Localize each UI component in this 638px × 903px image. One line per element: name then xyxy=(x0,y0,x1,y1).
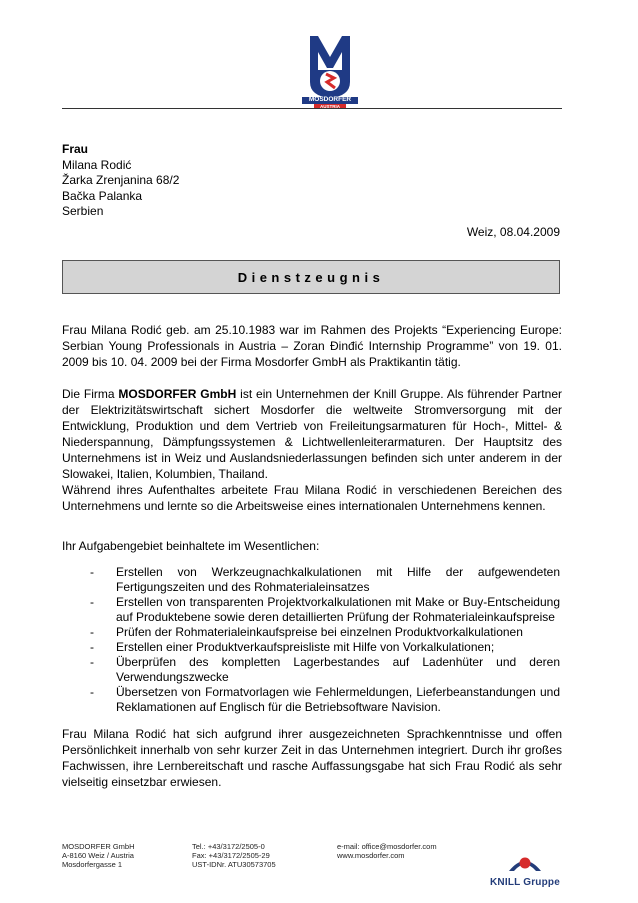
task-text: Erstellen einer Produktverkaufspreisliste mit Hilfe von Vorkalkulationen; xyxy=(116,640,495,654)
footer-line: UST-IDNr. ATU30573705 xyxy=(192,860,276,869)
footer-website: www.mosdorfer.com xyxy=(337,851,405,860)
paragraph-company xyxy=(62,386,562,482)
recipient-street: Žarka Zrenjanina 68/2 xyxy=(62,173,180,187)
list-bullet: - xyxy=(90,595,94,609)
list-item xyxy=(62,595,562,625)
list-bullet: - xyxy=(90,565,94,579)
knill-logo-text: KNILL Gruppe xyxy=(490,877,560,888)
task-text: Übersetzen von Formatvorlagen wie Fehlermeldungen, Lieferbeanstandungen und Reklamationen auf Englisch für die Betriebsoftware Navision. xyxy=(116,685,560,714)
paragraph-closing: Frau Milana Rodić hat sich aufgrund ihrer ausgezeichneten Sprachkenntnisse und offen Persönlichkeit innerhalb von sehr kurzer Zeit in das Unternehmen integriert. Durch ihr großes Fachwissen, ihre Lernbereitschaft und rasche Auffassungsgabe hat sich Frau Rodić als sehr vielseitig einsetzbar erwiesen. xyxy=(62,727,562,789)
footer-line: Fax: +43/3172/2505-29 xyxy=(192,851,270,860)
paragraph-company-lead: Die Firma xyxy=(62,387,119,401)
logo-sub-text: AUSTRIA xyxy=(320,103,340,109)
footer-line: MOSDORFER GmbH xyxy=(62,842,135,851)
list-item xyxy=(62,565,562,595)
list-bullet: - xyxy=(90,685,94,699)
task-text: Prüfen der Rohmaterialeinkaufspreise bei einzelnen Produktvorkalkulationen xyxy=(116,625,523,639)
letter-date: Weiz, 08.04.2009 xyxy=(466,225,560,239)
list-bullet: - xyxy=(90,640,94,654)
list-bullet: - xyxy=(90,655,94,669)
list-bullet: - xyxy=(90,625,94,639)
footer-email: e-mail: office@mosdorfer.com xyxy=(337,842,437,851)
document-title-box xyxy=(62,260,560,294)
document-title: Dienstzeugnis xyxy=(237,269,385,285)
tasks-intro: Ihr Aufgabengebiet beinhaltete im Wesentlichen: xyxy=(62,539,320,553)
footer-line: A-8160 Weiz / Austria xyxy=(62,851,134,860)
knill-logo-graphic xyxy=(486,849,564,877)
paragraph-stay: Während ihres Aufenthaltes arbeitete Frau Milana Rodić in verschiedenen Bereichen des Unternehmens und lernte so die Arbeitsweise eines internationalen Unternehmens kennen. xyxy=(62,483,562,513)
company-name: MOSDORFER GmbH xyxy=(118,387,237,401)
recipient-salutation: Frau xyxy=(62,142,89,156)
recipient-country: Serbien xyxy=(62,204,104,218)
list-item xyxy=(62,655,562,685)
knill-gruppe-logo xyxy=(486,849,564,891)
footer-company xyxy=(62,842,135,869)
paragraph-company-rest: ist ein Unternehmen der Knill Gruppe. Als führender Partner der Elektrizitätswirtschaft sichert Mosdorfer die weltweite Stromversorgung mit der Entwicklung, Produktion und dem Vertrieb von Freileitungsarmaturen für Hoch-, Mittel- & Niederspannung, Dämpfungssystemen & Lichtwellenleiterarmaturen. Der Hauptsitz des Unternehmens ist in Weiz und Auslandsniederlassungen befinden sich unter anderem in der Slowakei, Italien, Kolumbien, Thailand. xyxy=(62,387,562,481)
header-divider xyxy=(62,108,562,109)
logo-brand-text: MOSDORFER xyxy=(308,96,352,103)
footer-contact xyxy=(192,842,276,869)
footer-line: Mosdorfergasse 1 xyxy=(62,860,123,869)
recipient-name: Milana Rodić xyxy=(62,157,132,172)
footer-web xyxy=(337,842,437,860)
footer-line: Tel.: +43/3172/2505-0 xyxy=(192,842,265,851)
paragraph-intro: Frau Milana Rodić geb. am 25.10.1983 war im Rahmen des Projekts “Experiencing Europe: Serbian Young Professionals in Austria – Zoran Đinđić Internship Programme” von 19. 01. 2009 bis 10. 04. 2009 bei der Firma Mosdorfer GmbH als Praktikantin tätig. xyxy=(62,323,562,369)
list-item xyxy=(62,625,562,640)
task-text: Erstellen von Werkzeugnachkalkulationen mit Hilfe der aufgewendeten Fertigungszeiten und des Rohmaterialeinsatzes xyxy=(116,565,560,594)
recipient-address xyxy=(62,142,179,220)
task-text: Erstellen von transparenten Projektvorkalkulationen mit Make or Buy-Entscheidung auf Produktebene sowie deren detaillierten Prüfung der Rohmaterialeinkaufspreise xyxy=(116,595,560,624)
list-item xyxy=(62,685,562,715)
task-text: Überprüfen des kompletten Lagerbestandes auf Ladenhüter und deren Verwendungszwecke xyxy=(116,655,560,684)
mosdorfer-logo xyxy=(280,30,380,110)
recipient-city: Bačka Palanka xyxy=(62,188,143,203)
list-item xyxy=(62,640,562,655)
tasks-list xyxy=(62,565,562,715)
